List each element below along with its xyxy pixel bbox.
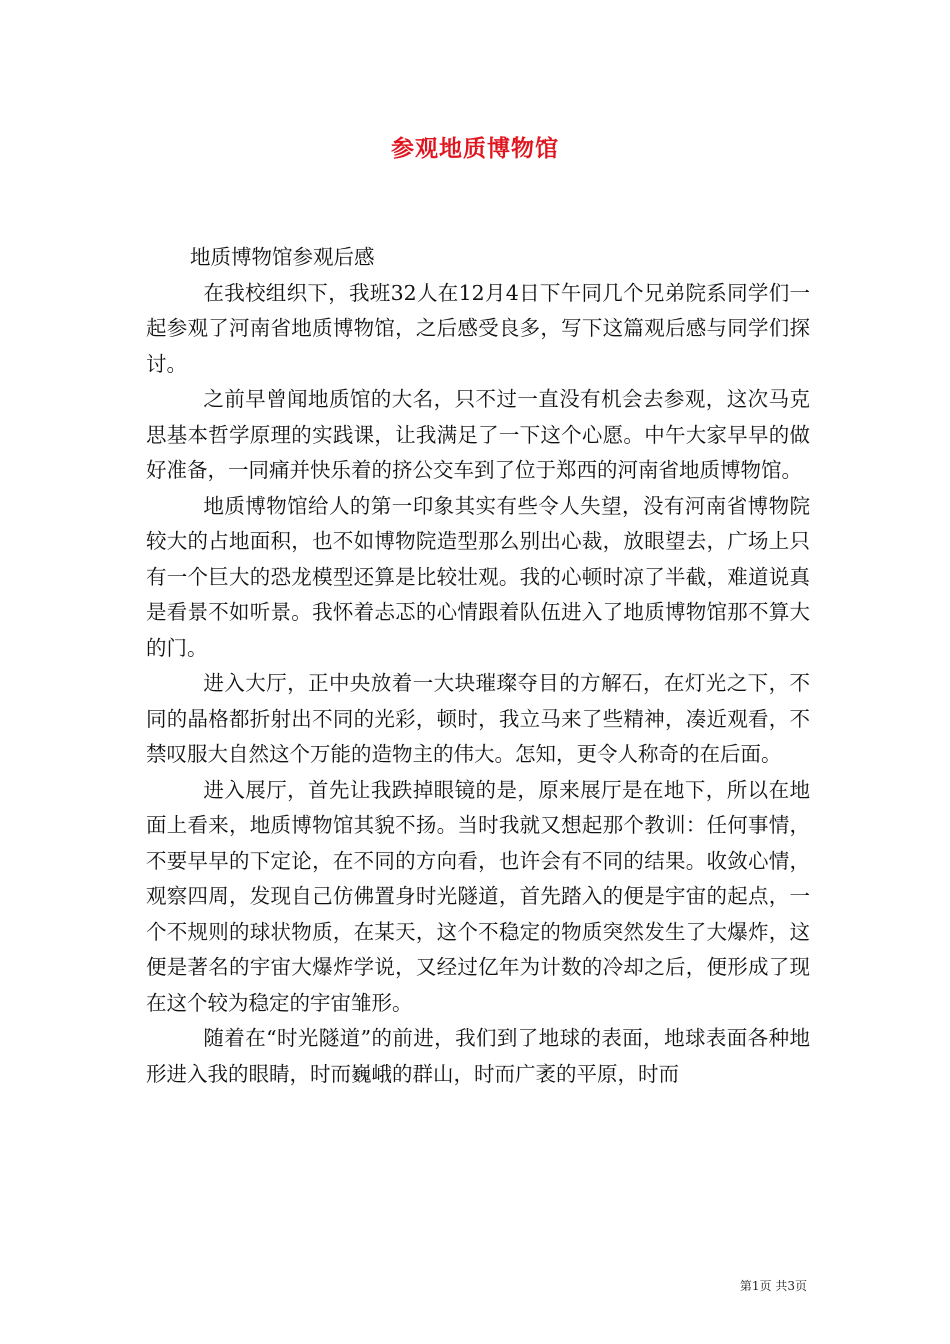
paragraph: 进入展厅，首先让我跌掉眼镜的是，原来展厅是在地下，所以在地面上看来，地质博物馆其貌不扬。当时我就又想起那个教训：任何事情，不要早早的下定论，在不同的方向看，也许会有不同的结果。收敛心情，观察四周，发现自己仿佛置身时光隧道，首先踏入的便是宇宙的起点，一个不规则的球状物质，在某天，这个不稳定的物质突然发生了大爆炸，这便是著名的宇宙大爆炸学说，又经过亿年为计数的冷却之后，便形成了现在这个较为稳定的宇宙雏形。 [146,777,810,1015]
paragraph: 随着在“时光隧道”的前进，我们到了地球的表面，地球表面各种地形进入我的眼睛，时而巍峨的群山，时而广袤的平原，时而 [146,1026,810,1086]
document-body [146,240,810,1092]
page-number: 第1页 共3页 [739,1279,807,1293]
subheading: 地质博物馆参观后感 [190,245,375,269]
paragraph: 进入大厅，正中央放着一大块璀璨夺目的方解石，在灯光之下，不同的晶格都折射出不同的光彩，顿时，我立马来了些精神，凑近观看，不禁叹服大自然这个万能的造物主的伟大。怎知，更令人称奇的在后面。 [146,671,810,766]
page-title: 参观地质博物馆 [391,135,559,162]
paragraph: 在我校组织下，我班32人在12月4日下午同几个兄弟院系同学们一起参观了河南省地质博物馆，之后感受良多，写下这篇观后感与同学们探讨。 [146,280,810,376]
paragraph: 地质博物馆给人的第一印象其实有些令人失望，没有河南省博物院较大的占地面积，也不如博物院造型那么别出心裁，放眼望去，广场上只有一个巨大的恐龙模型还算是比较壮观。我的心顿时凉了半截，难道说真是看景不如听景。我怀着忐忑的心情跟着队伍进入了地质博物馆那不算大的门。 [146,493,810,660]
paragraph: 之前早曾闻地质馆的大名，只不过一直没有机会去参观，这次马克思基本哲学原理的实践课，让我满足了一下这个心愿。中午大家早早的做好准备，一同痛并快乐着的挤公交车到了位于郑西的河南省地质博物馆。 [146,387,810,482]
